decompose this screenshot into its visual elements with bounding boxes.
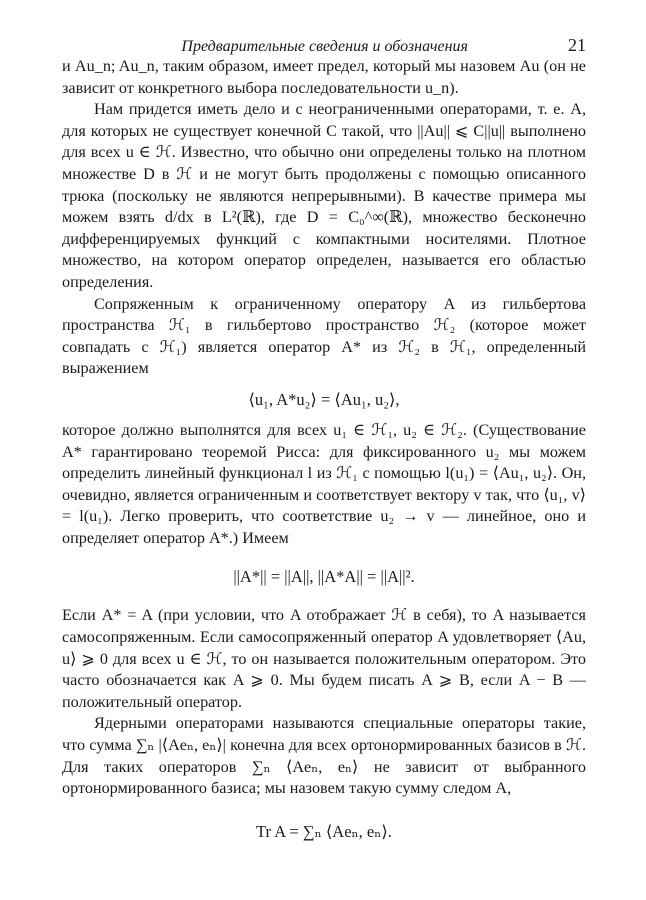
- formula-norms: ||A*|| = ||A||, ||A*A|| = ||A||².: [233, 567, 415, 587]
- paragraph-5: Если A* = A (при условии, что A отображает ℋ в себя), то A называется самосопряженным. Если самосопряженный оператор A удовлетворяет ⟨Au, u⟩ ⩾ 0 для всех u ∈ ℋ, то он называется положительным оператором. Это часто обозначается как A ⩾ 0. Мы будем писать A ⩾ B, если A − B — положительный оператор.: [62, 606, 586, 711]
- paragraph-3: Сопряженным к ограниченному оператору A из гильбертова пространства ℋ₁ в гильбертово пространство ℋ₂ (которое может совпадать с ℋ₁) является оператор A* из ℋ₂ в ℋ₁, определенный выражением: [62, 294, 586, 378]
- formula-trace: Tr A = ∑ₙ ⟨Aeₙ, eₙ⟩.: [256, 821, 392, 841]
- paragraph-6: Ядерными операторами называются специальные операторы такие, что сумма ∑ₙ |⟨Aeₙ, eₙ⟩| конечна для всех ортонормированных базисов в ℋ. Для таких операторов ∑ₙ ⟨Aeₙ, eₙ⟩ не зависит от выбранного ортонормированного базиса; мы назовем такую сумму следом A,: [62, 714, 586, 798]
- paragraph-2: Нам придется иметь дело и с неограниченными операторами, т. е. A, для которых не существует конечной C такой, что ||Au|| ⩽ C||u|| выполнено для всех u ∈ ℋ. Известно, что обычно они определены только на плотном множестве D в ℋ и не могут быть продолжены с помощью описанного трюка (поскольку не являются непрерывными). В качестве примера мы можем взять d/dx в L²(ℝ), где D = C₀^∞(ℝ), множество бесконечно дифференцируемых функций с компактными носителями. Плотное множество, на котором оператор определен, называется его областью определения.: [62, 100, 586, 291]
- page-number: 21: [568, 35, 586, 55]
- paragraph-4: которое должно выполнятся для всех u₁ ∈ ℋ₁, u₂ ∈ ℋ₂. (Существование A* гарантировано теоремой Рисса: для фиксированного u₂ мы можем определить линейный функционал l из ℋ₁ с помощью l(u₁) = ⟨Au₁, u₂⟩. Он, очевидно, является ограниченным и соответствует вектору v так, что ⟨u₁, v⟩ = l(u₁). Легко проверить, что соответствие u₂ → v — линейное, оно и определяет оператор A*.) Имеем: [62, 420, 586, 547]
- header-title: Предварительные сведения и обозначения: [181, 38, 468, 55]
- formula-adjoint: ⟨u₁, A*u₂⟩ = ⟨Au₁, u₂⟩,: [248, 389, 400, 409]
- paragraph-1: и Au_n; Au_n, таким образом, имеет предел, который мы назовем Au (он не зависит от конкретного выбора последовательности u_n).: [62, 57, 586, 97]
- running-header: [62, 30, 586, 56]
- page: [62, 30, 586, 864]
- page-body: [62, 56, 586, 864]
